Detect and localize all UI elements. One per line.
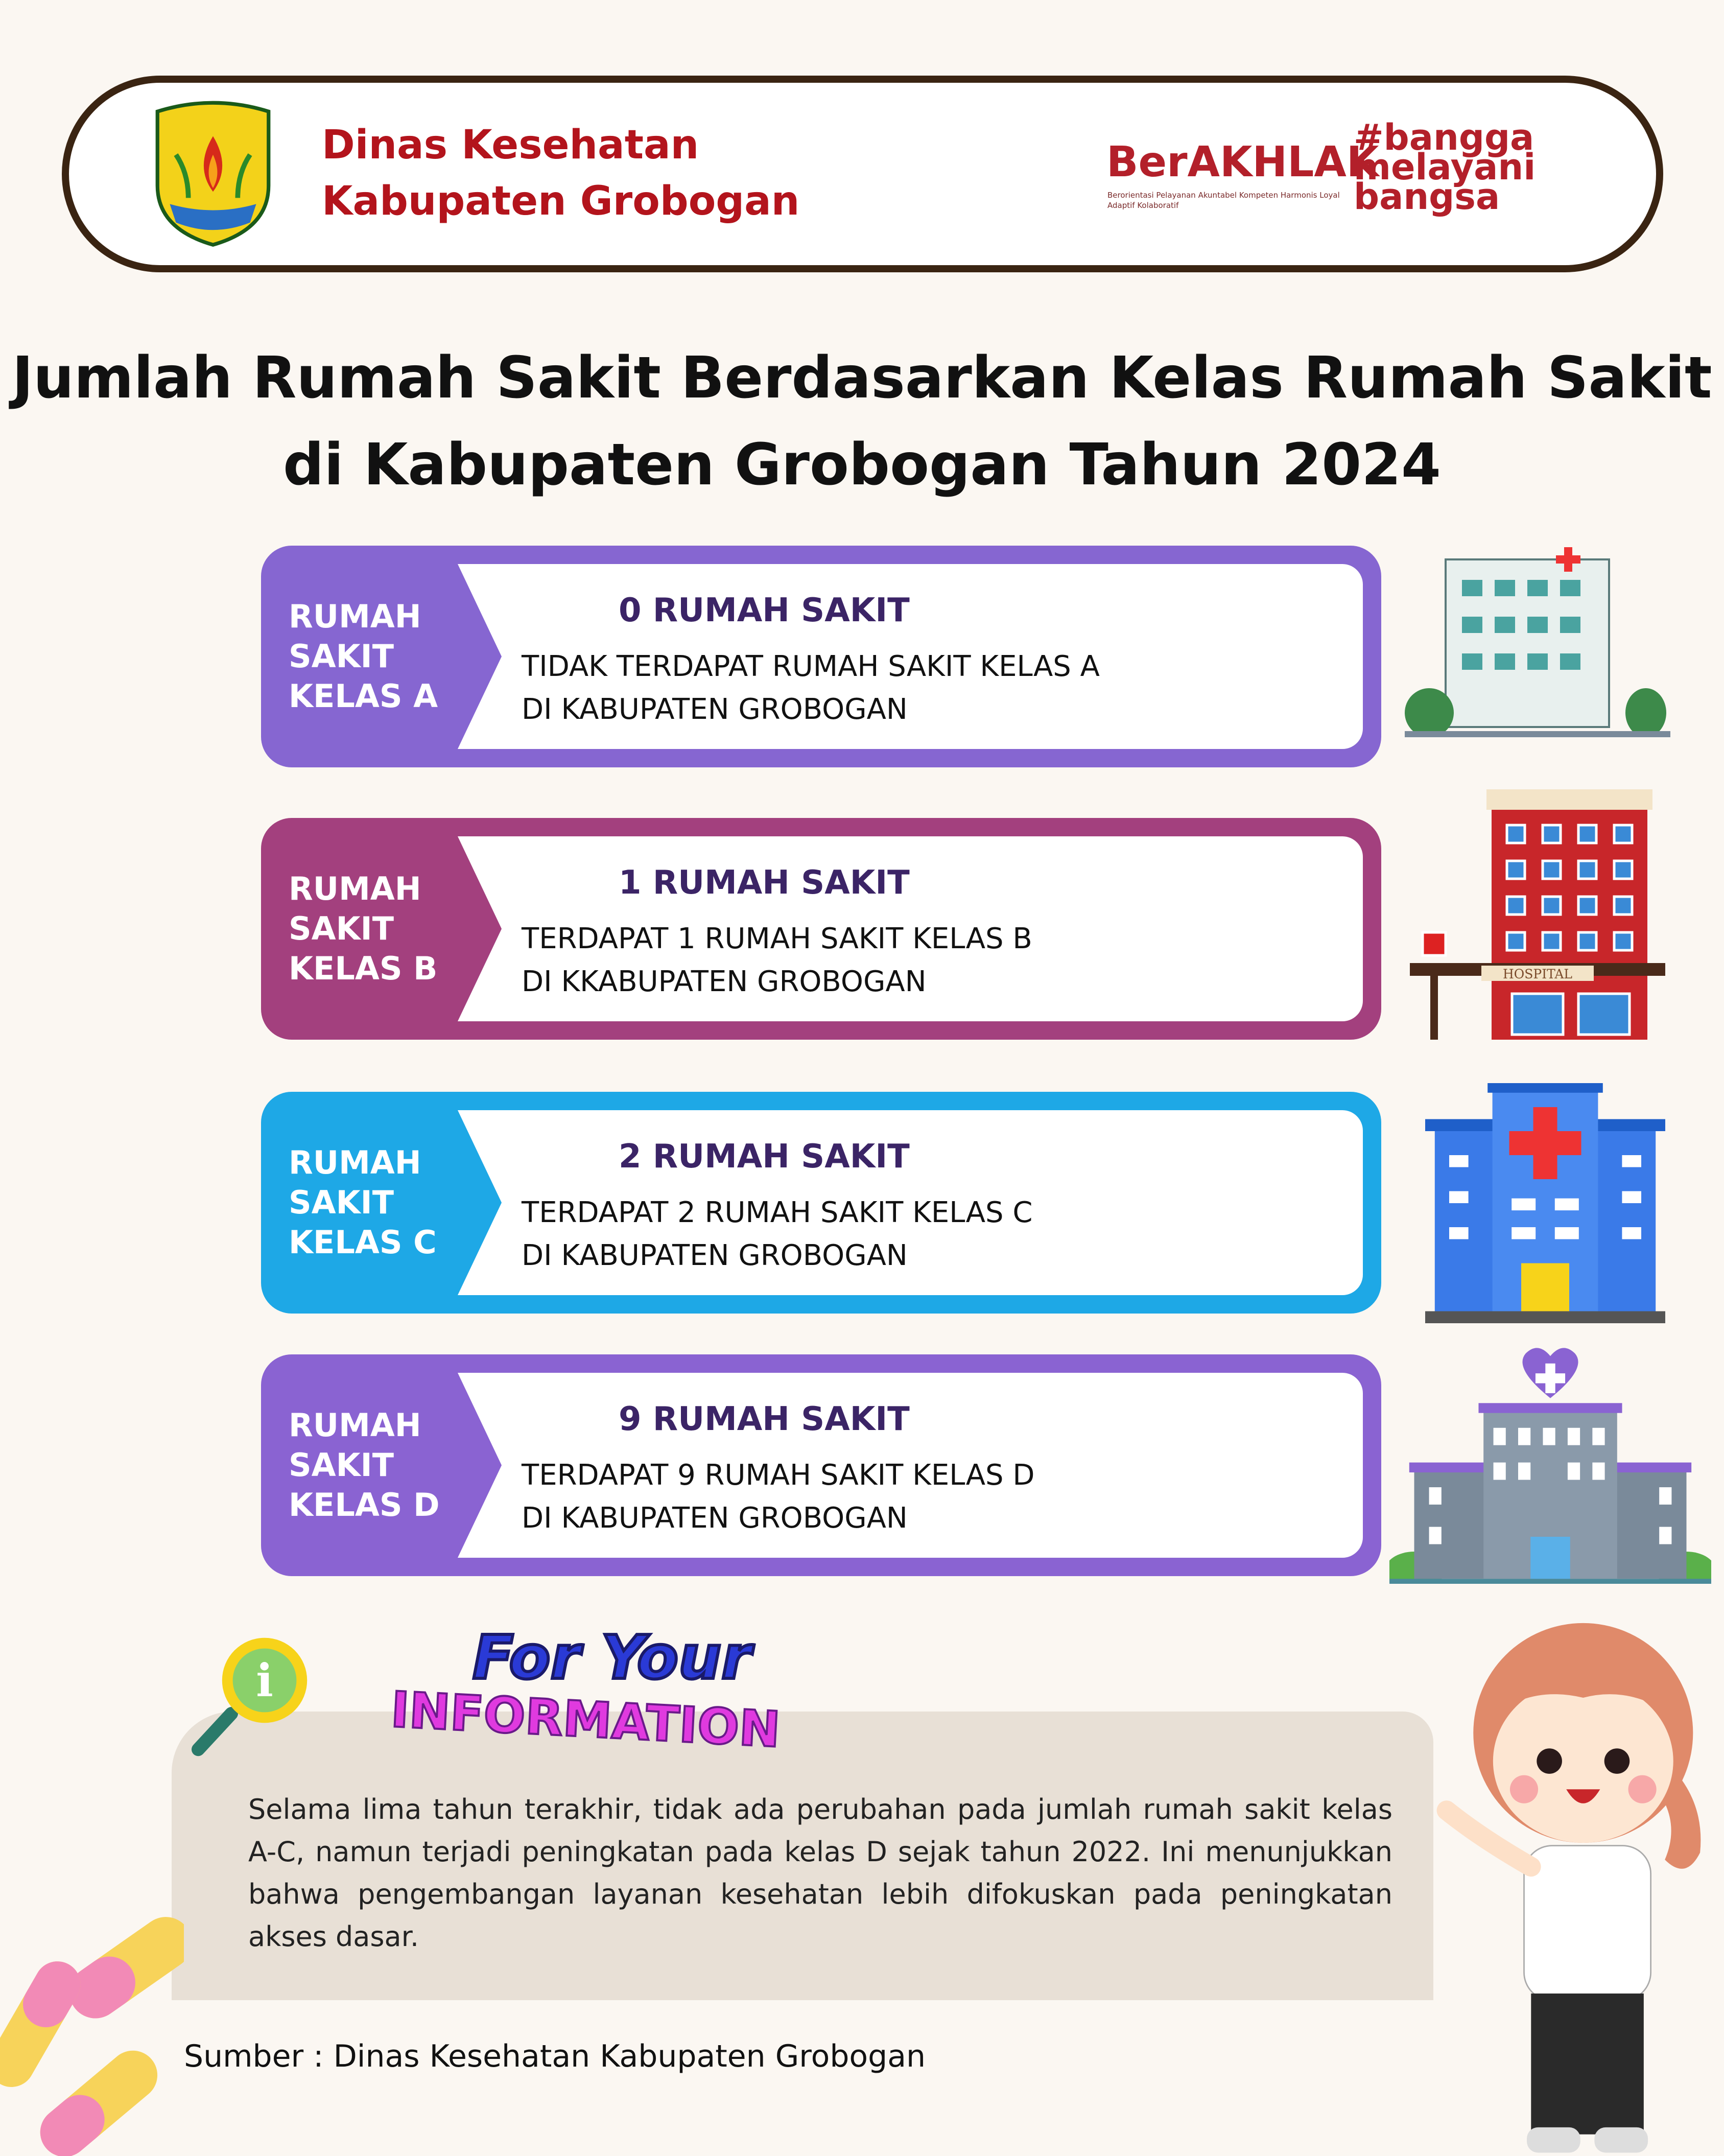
institution-region: Kabupaten Grobogan [322,178,800,224]
label-line: RUMAH [289,870,421,907]
hospital-class-card [261,1092,1381,1314]
description-line: DI KABUPATEN GROBOGAN [522,1239,908,1272]
description-line: TERDAPAT 2 RUMAH SAKIT KELAS C [522,1196,1033,1229]
info-box [172,1712,1433,2000]
label-line: KELAS D [289,1486,440,1524]
info-text: Selama lima tahun terakhir, tidak ada perubahan pada jumlah rumah sakit kelas A-C, namun terjadi peningkatan pada kelas D sejak tahun 2022. Ini menunjukkan bahwa pengembangan layanan kesehatan lebih difokuskan pada peningkatan akses dasar. [248,1793,1392,1953]
description-line: DI KABUPATEN GROBOGAN [522,1502,908,1535]
magnifier-info-icon [189,1627,327,1760]
label-line: SAKIT [289,1446,394,1484]
card-description [522,918,1032,1003]
label-line: RUMAH [289,1407,421,1444]
page-title: Jumlah Rumah Sakit Berdasarkan Kelas Rumah Sakit [12,345,1712,411]
page-subtitle: di Kabupaten Grobogan Tahun 2024 [283,432,1441,498]
hospital-count: 0 RUMAH SAKIT [619,592,910,629]
hospital-class-card [261,818,1381,1040]
card-description [522,1454,1034,1540]
label-line: RUMAH [289,1144,421,1181]
hospital-count: 9 RUMAH SAKIT [619,1400,910,1438]
hospital-class-c-illustration [1425,1083,1665,1323]
description-line: DI KKABUPATEN GROBOGAN [522,965,927,998]
card-description [522,645,1100,731]
grobogan-emblem-icon [151,99,275,247]
description-line: TERDAPAT 1 RUMAH SAKIT KELAS B [522,922,1032,955]
hospital-count: 1 RUMAH SAKIT [619,864,910,902]
label-line: SAKIT [289,910,394,947]
description-line: TERDAPAT 9 RUMAH SAKIT KELAS D [522,1459,1035,1492]
label-line: SAKIT [289,638,394,675]
description-line: DI KABUPATEN GROBOGAN [522,693,908,726]
capsule-pills-decoration [0,1906,184,2156]
hospital-class-card [261,1354,1381,1576]
card-class-label [289,1405,440,1525]
hospital-class-card [261,546,1381,767]
card-class-label [289,597,438,716]
label-line: SAKIT [289,1184,394,1221]
hospital-sign: HOSPITAL [1502,967,1573,981]
berakhlak-logo: BerAKHLAK [1106,138,1379,186]
label-line: KELAS C [289,1224,437,1261]
card-class-label [289,1143,437,1262]
bangga-melayani-logo: #bangga melayani bangsa [1354,116,1536,218]
label-line: RUMAH [289,598,421,635]
label-line: KELAS A [289,677,438,715]
institution-name: Dinas Kesehatan [322,122,699,168]
description-line: TIDAK TERDAPAT RUMAH SAKIT KELAS A [522,650,1100,683]
svg-text:i: i [256,1654,273,1707]
hospital-class-d-illustration [1389,1344,1711,1584]
source-text: Sumber : Dinas Kesehatan Kabupaten Grobogan [184,2038,926,2074]
hospital-class-a-illustration [1405,536,1670,746]
nurse-character-illustration [1425,1599,1721,2155]
hospital-class-b-illustration [1410,789,1665,1040]
label-line: KELAS B [289,950,438,987]
berakhlak-tagline: Berorientasi Pelayanan Akuntabel Kompeten Harmonis Loyal Adaptif Kolaboratif [1107,191,1340,210]
info-heading-for-your: For Your [473,1622,751,1693]
card-class-label [289,869,437,989]
card-description [522,1191,1032,1277]
hospital-count: 2 RUMAH SAKIT [619,1138,910,1176]
info-heading-information: INFORMATION [389,1681,782,1759]
